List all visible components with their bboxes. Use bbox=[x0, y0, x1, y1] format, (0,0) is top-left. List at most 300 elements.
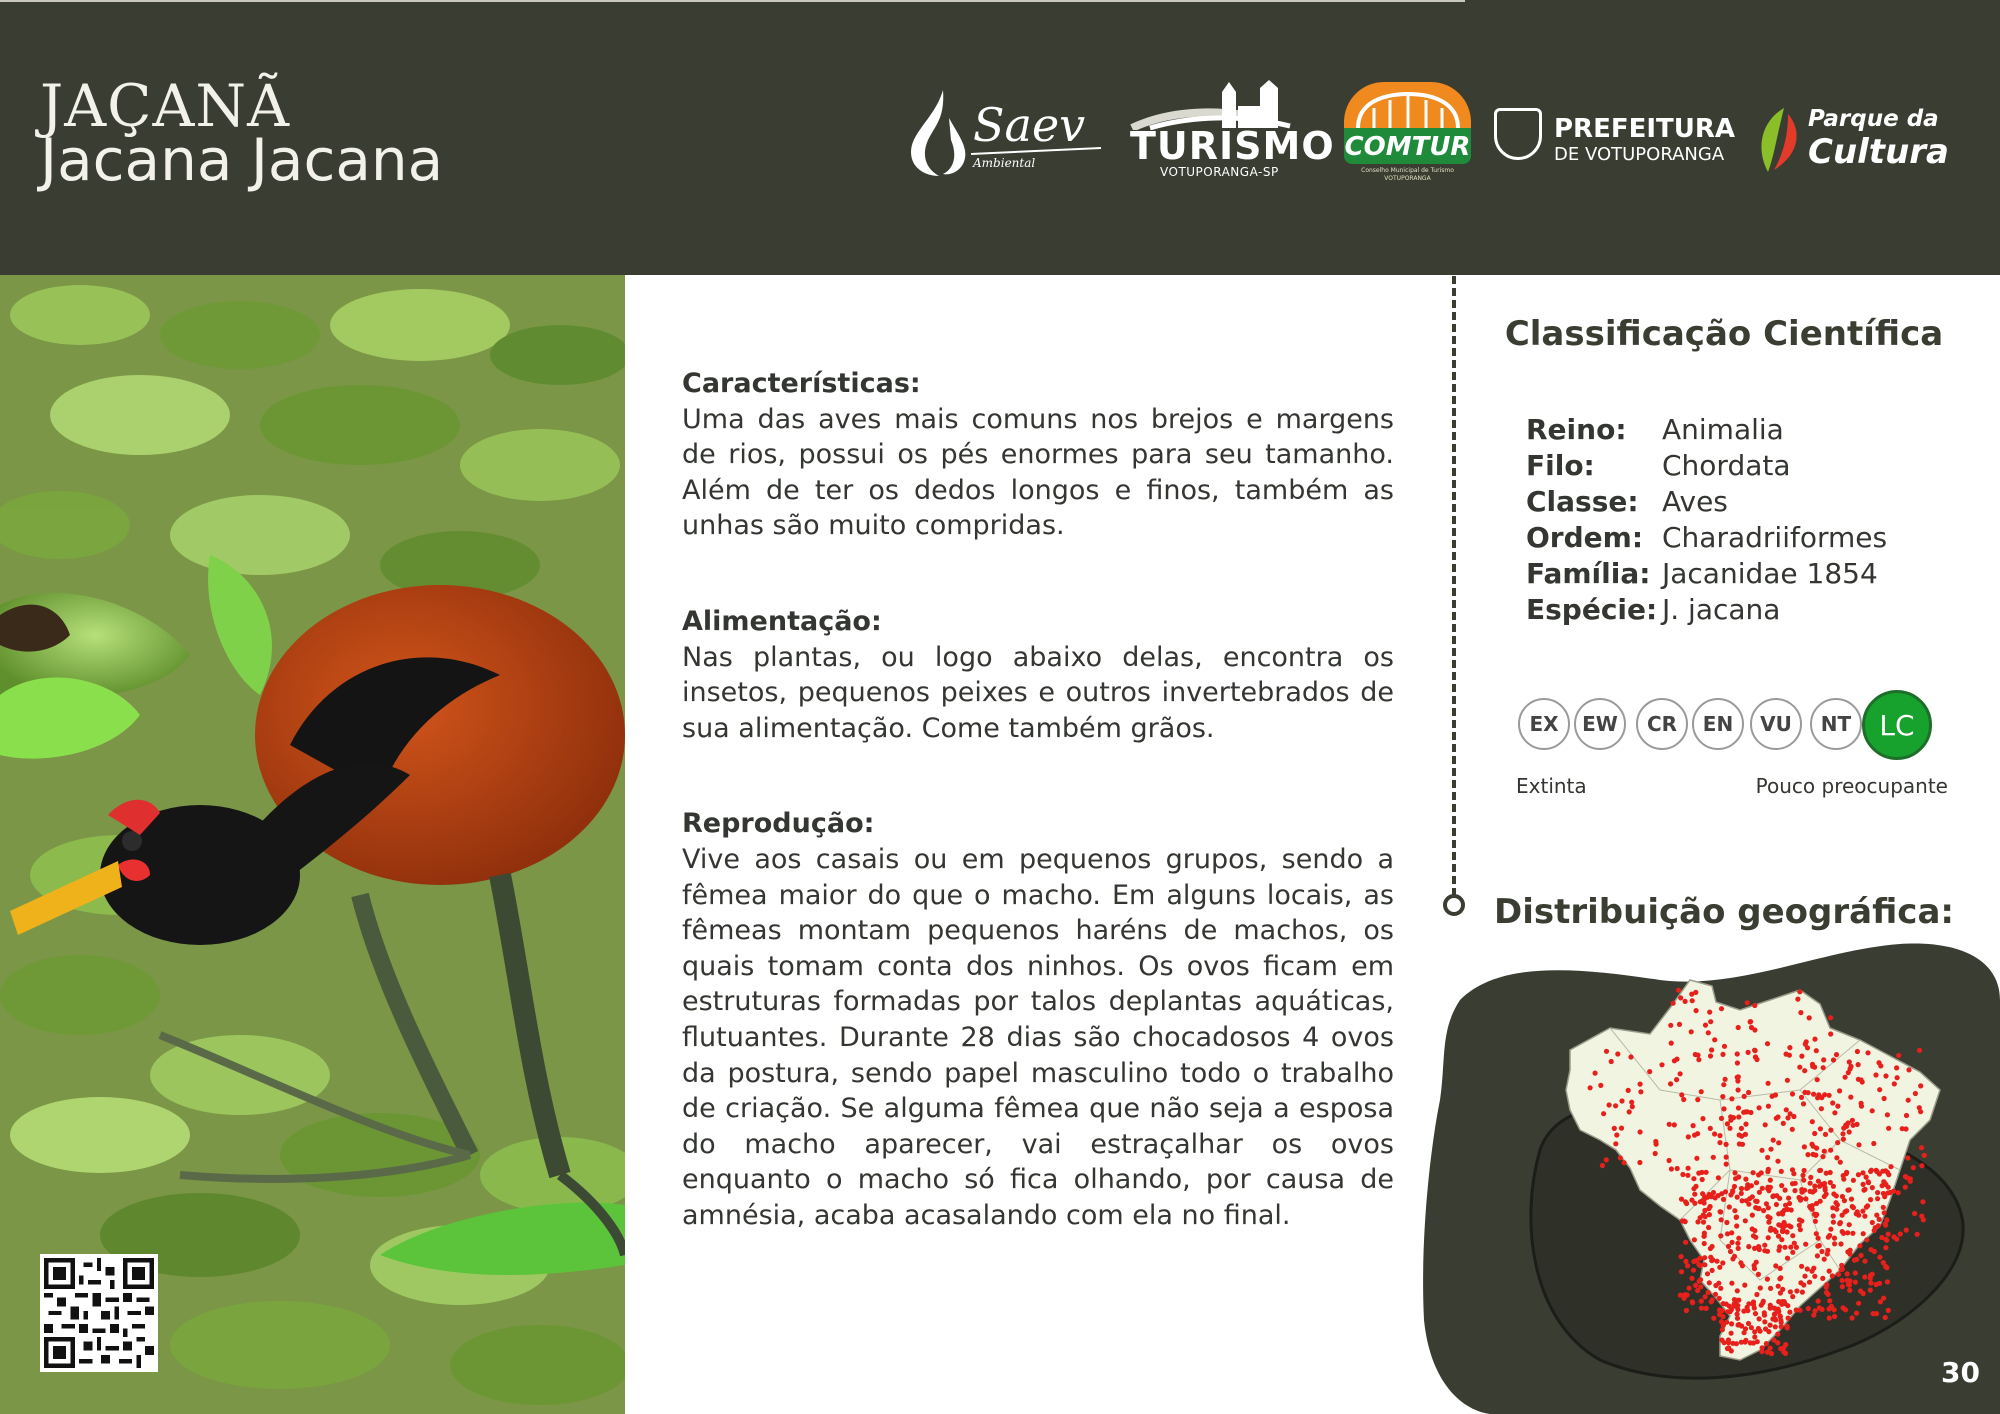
occurrence-dot bbox=[1759, 1303, 1764, 1308]
section-heading: Reprodução: bbox=[682, 808, 875, 840]
occurrence-dot bbox=[1622, 1160, 1627, 1165]
occurrence-dot bbox=[1786, 1196, 1791, 1201]
occurrence-dot bbox=[1865, 1050, 1870, 1055]
occurrence-dot bbox=[1808, 1175, 1813, 1180]
occurrence-dot bbox=[1693, 1283, 1698, 1288]
occurrence-dot bbox=[1801, 1282, 1806, 1287]
header-band bbox=[0, 0, 2000, 275]
occurrence-dot bbox=[1809, 1142, 1814, 1147]
occurrence-dot bbox=[1619, 1126, 1624, 1131]
occurrence-dot bbox=[1703, 1023, 1708, 1028]
occurrence-dot bbox=[1729, 1331, 1734, 1336]
page-number: 30 bbox=[1941, 1356, 1980, 1389]
occurrence-dot bbox=[1735, 1288, 1740, 1293]
occurrence-dot bbox=[1885, 1279, 1890, 1284]
occurrence-dot bbox=[1683, 1240, 1688, 1245]
occurrence-dot bbox=[1862, 1259, 1867, 1264]
occurrence-dot bbox=[1751, 1302, 1756, 1307]
occurrence-dot bbox=[1827, 1269, 1832, 1274]
classification-key: Espécie: bbox=[1526, 593, 1658, 626]
occurrence-dot bbox=[1834, 1207, 1839, 1212]
occurrence-dot bbox=[1724, 1162, 1729, 1167]
occurrence-dot bbox=[1831, 1057, 1836, 1062]
occurrence-dot bbox=[1868, 1197, 1873, 1202]
occurrence-dot bbox=[1598, 1083, 1603, 1088]
occurrence-dot bbox=[1787, 1310, 1792, 1315]
occurrence-dot bbox=[1695, 1097, 1700, 1102]
occurrence-dot bbox=[1788, 1245, 1793, 1250]
occurrence-dot bbox=[1922, 1153, 1927, 1158]
occurrence-dot bbox=[1653, 1151, 1658, 1156]
occurrence-dot bbox=[1721, 1106, 1726, 1111]
status-ew: EW bbox=[1574, 698, 1626, 750]
occurrence-dot bbox=[1877, 1087, 1882, 1092]
occurrence-dot bbox=[1883, 1223, 1888, 1228]
occurrence-dot bbox=[1799, 1187, 1804, 1192]
parque-logo-line2: Cultura bbox=[1808, 132, 1949, 172]
occurrence-dot bbox=[1832, 1236, 1837, 1241]
scientific-name-title: Jacana Jacana bbox=[40, 126, 444, 194]
occurrence-dot bbox=[1834, 1193, 1839, 1198]
occurrence-dot bbox=[1877, 1217, 1882, 1222]
classification-value: Jacanidae 1854 bbox=[1662, 557, 1878, 590]
church-icon bbox=[1130, 80, 1315, 130]
comtur-logo-sub: Conselho Municipal de Turismo VOTUPORANGA bbox=[1361, 167, 1454, 182]
occurrence-dot bbox=[1729, 1230, 1734, 1235]
occurrence-dot bbox=[1702, 1200, 1707, 1205]
occurrence-dot bbox=[1701, 1212, 1706, 1217]
occurrence-dot bbox=[1812, 1184, 1817, 1189]
occurrence-dot bbox=[1614, 1132, 1619, 1137]
occurrence-dot bbox=[1824, 1290, 1829, 1295]
occurrence-dot bbox=[1882, 1096, 1887, 1101]
occurrence-dot bbox=[1773, 1324, 1778, 1329]
occurrence-dot bbox=[1736, 1246, 1741, 1251]
occurrence-dot bbox=[1638, 1129, 1643, 1134]
occurrence-dot bbox=[1746, 1050, 1751, 1055]
occurrence-dot bbox=[1886, 1185, 1891, 1190]
occurrence-dot bbox=[1766, 1220, 1771, 1225]
occurrence-dot bbox=[1707, 1010, 1712, 1015]
occurrence-dot bbox=[1704, 1306, 1709, 1311]
occurrence-dot bbox=[1827, 1306, 1832, 1311]
occurrence-dot bbox=[1695, 1131, 1700, 1136]
occurrence-dot bbox=[1739, 1340, 1744, 1345]
occurrence-dot bbox=[1851, 1178, 1856, 1183]
occurrence-dot bbox=[1748, 1019, 1753, 1024]
occurrence-dot bbox=[1814, 1212, 1819, 1217]
occurrence-dot bbox=[1844, 1208, 1849, 1213]
classification-key: Família: bbox=[1526, 557, 1651, 590]
occurrence-dot bbox=[1678, 1071, 1683, 1076]
occurrence-dot bbox=[1681, 1097, 1686, 1102]
occurrence-dot bbox=[1755, 1199, 1760, 1204]
occurrence-dot bbox=[1882, 1210, 1887, 1215]
occurrence-dot bbox=[1833, 1200, 1838, 1205]
occurrence-dot bbox=[1820, 1307, 1825, 1312]
saev-underline bbox=[905, 88, 1105, 178]
occurrence-dot bbox=[1736, 1087, 1741, 1092]
occurrence-dot bbox=[1728, 1114, 1733, 1119]
occurrence-dot bbox=[1875, 1190, 1880, 1195]
leaf-icon bbox=[1754, 104, 1806, 176]
occurrence-dot bbox=[1672, 1122, 1677, 1127]
occurrence-dot bbox=[1691, 1176, 1696, 1181]
occurrence-dot bbox=[1742, 1094, 1747, 1099]
occurrence-dot bbox=[1700, 1177, 1705, 1182]
occurrence-dot bbox=[1805, 1266, 1810, 1271]
occurrence-dot bbox=[1778, 1318, 1783, 1323]
occurrence-dot bbox=[1696, 1262, 1701, 1267]
status-lc: LC bbox=[1862, 690, 1932, 760]
occurrence-dot bbox=[1797, 989, 1802, 994]
occurrence-dot bbox=[1702, 1255, 1707, 1260]
occurrence-dot bbox=[1720, 1260, 1725, 1265]
occurrence-dot bbox=[1803, 1242, 1808, 1247]
occurrence-dot bbox=[1862, 1274, 1867, 1279]
turismo-logo-sub: VOTUPORANGA-SP bbox=[1160, 165, 1279, 179]
occurrence-dot bbox=[1679, 1092, 1684, 1097]
occurrence-dot bbox=[1802, 1274, 1807, 1279]
occurrence-dot bbox=[1802, 1068, 1807, 1073]
occurrence-dot bbox=[1727, 1204, 1732, 1209]
occurrence-dot bbox=[1854, 1257, 1859, 1262]
occurrence-dot bbox=[1911, 1165, 1916, 1170]
occurrence-dot bbox=[1787, 1045, 1792, 1050]
occurrence-dot bbox=[1762, 1248, 1767, 1253]
occurrence-dot bbox=[1777, 1313, 1782, 1318]
occurrence-dot bbox=[1788, 1289, 1793, 1294]
occurrence-dot bbox=[1689, 1198, 1694, 1203]
occurrence-dot bbox=[1875, 1196, 1880, 1201]
classification-row bbox=[1526, 412, 1887, 448]
occurrence-dot bbox=[1693, 1184, 1698, 1189]
occurrence-dot bbox=[1726, 1244, 1731, 1249]
occurrence-dot bbox=[1659, 1062, 1664, 1067]
occurrence-dot bbox=[1753, 1048, 1758, 1053]
occurrence-dot bbox=[1810, 1119, 1815, 1124]
occurrence-dot bbox=[1776, 1234, 1781, 1239]
occurrence-dot bbox=[1600, 1163, 1605, 1168]
occurrence-dot bbox=[1700, 1191, 1705, 1196]
occurrence-dot bbox=[1891, 1234, 1896, 1239]
occurrence-dot bbox=[1828, 1031, 1833, 1036]
occurrence-dot bbox=[1693, 1052, 1698, 1057]
occurrence-dot bbox=[1739, 1126, 1744, 1131]
occurrence-dot bbox=[1828, 1180, 1833, 1185]
occurrence-dot bbox=[1860, 1170, 1865, 1175]
occurrence-dot bbox=[1700, 1116, 1705, 1121]
occurrence-dot bbox=[1628, 1054, 1633, 1059]
occurrence-dot bbox=[1835, 1104, 1840, 1109]
section-heading: Características: bbox=[682, 368, 921, 399]
qr-code-icon[interactable] bbox=[40, 1254, 158, 1372]
occurrence-dot bbox=[1794, 1288, 1799, 1293]
occurrence-dot bbox=[1821, 1065, 1826, 1070]
occurrence-dot bbox=[1906, 1067, 1911, 1072]
occurrence-dot bbox=[1764, 1201, 1769, 1206]
occurrence-dot bbox=[1720, 1052, 1725, 1057]
occurrence-dot bbox=[1765, 1214, 1770, 1219]
occurrence-dot bbox=[1790, 1233, 1795, 1238]
saev-logo-sub: Ambiental bbox=[973, 156, 1036, 170]
occurrence-dot bbox=[1801, 1101, 1806, 1106]
occurrence-dot bbox=[1717, 1307, 1722, 1312]
classification-table bbox=[1526, 412, 1887, 628]
occurrence-dot bbox=[1845, 1230, 1850, 1235]
qr-code-pattern bbox=[44, 1258, 154, 1368]
occurrence-dot bbox=[1883, 1073, 1888, 1078]
occurrence-dot bbox=[1784, 1107, 1789, 1112]
occurrence-dot bbox=[1827, 1233, 1832, 1238]
occurrence-dot bbox=[1629, 1100, 1634, 1105]
occurrence-dot bbox=[1674, 1057, 1679, 1062]
status-label-left: Extinta bbox=[1516, 774, 1587, 798]
occurrence-dot bbox=[1837, 1088, 1842, 1093]
occurrence-dot bbox=[1757, 1190, 1762, 1195]
occurrence-dot bbox=[1884, 1238, 1889, 1243]
occurrence-dot bbox=[1736, 1105, 1741, 1110]
occurrence-dot bbox=[1906, 1098, 1911, 1103]
occurrence-dot bbox=[1761, 1208, 1766, 1213]
occurrence-dot bbox=[1674, 1077, 1679, 1082]
occurrence-dot bbox=[1619, 1098, 1624, 1103]
occurrence-dot bbox=[1881, 1296, 1886, 1301]
occurrence-dot bbox=[1790, 1091, 1795, 1096]
occurrence-dot bbox=[1768, 1323, 1773, 1328]
section-heading: Alimentação: bbox=[682, 605, 882, 637]
occurrence-dot bbox=[1737, 1132, 1742, 1137]
occurrence-dot bbox=[1856, 1172, 1861, 1177]
occurrence-dot bbox=[1702, 1208, 1707, 1213]
occurrence-dot bbox=[1883, 1245, 1888, 1250]
occurrence-dot bbox=[1682, 1218, 1687, 1223]
occurrence-dot bbox=[1853, 1270, 1858, 1275]
occurrence-dot bbox=[1751, 1170, 1756, 1175]
occurrence-dot bbox=[1824, 1285, 1829, 1290]
occurrence-dot bbox=[1868, 1280, 1873, 1285]
occurrence-dot bbox=[1904, 1113, 1909, 1118]
occurrence-dot bbox=[1881, 1191, 1886, 1196]
occurrence-dot bbox=[1762, 1319, 1767, 1324]
occurrence-dot bbox=[1743, 1122, 1748, 1127]
occurrence-dot bbox=[1682, 1292, 1687, 1297]
occurrence-dot bbox=[1736, 1174, 1741, 1179]
occurrence-dot bbox=[1883, 1264, 1888, 1269]
occurrence-dot bbox=[1811, 1092, 1816, 1097]
occurrence-dot bbox=[1716, 1175, 1721, 1180]
occurrence-dot bbox=[1859, 1104, 1864, 1109]
occurrence-dot bbox=[1861, 1182, 1866, 1187]
occurrence-dot bbox=[1684, 1308, 1689, 1313]
occurrence-dot bbox=[1912, 1211, 1917, 1216]
prefeitura-logo-name: PREFEITURA bbox=[1554, 114, 1736, 144]
occurrence-dot bbox=[1854, 1311, 1859, 1316]
occurrence-dot bbox=[1900, 1126, 1905, 1131]
occurrence-dot bbox=[1758, 1285, 1763, 1290]
occurrence-dot bbox=[1880, 1169, 1885, 1174]
occurrence-dot bbox=[1723, 1077, 1728, 1082]
occurrence-dot bbox=[1671, 1001, 1676, 1006]
occurrence-dot bbox=[1814, 1146, 1819, 1151]
occurrence-dot bbox=[1779, 1183, 1784, 1188]
occurrence-dot bbox=[1746, 1244, 1751, 1249]
occurrence-dot bbox=[1653, 1139, 1658, 1144]
occurrence-dot bbox=[1685, 1263, 1690, 1268]
occurrence-dot bbox=[1800, 1290, 1805, 1295]
occurrence-dot bbox=[1793, 1181, 1798, 1186]
occurrence-dot bbox=[1822, 1257, 1827, 1262]
conservation-status-scale bbox=[1518, 690, 1938, 752]
occurrence-dot bbox=[1732, 1170, 1737, 1175]
occurrence-dot bbox=[1713, 1292, 1718, 1297]
occurrence-dot bbox=[1759, 1148, 1764, 1153]
occurrence-dot bbox=[1775, 1114, 1780, 1119]
classification-row bbox=[1526, 484, 1887, 520]
occurrence-dot bbox=[1689, 1276, 1694, 1281]
occurrence-dot bbox=[1791, 1171, 1796, 1176]
occurrence-dot bbox=[1732, 1254, 1737, 1259]
occurrence-dot bbox=[1870, 1108, 1875, 1113]
occurrence-dot bbox=[1805, 1152, 1810, 1157]
status-label-right: Pouco preocupante bbox=[1755, 774, 1948, 798]
classification-row bbox=[1526, 520, 1887, 556]
occurrence-dot bbox=[1780, 1210, 1785, 1215]
occurrence-dot bbox=[1741, 1309, 1746, 1314]
occurrence-dot bbox=[1886, 1172, 1891, 1177]
section-caracteristicas bbox=[682, 366, 1394, 544]
occurrence-dot bbox=[1834, 1052, 1839, 1057]
occurrence-dot bbox=[1701, 1220, 1706, 1225]
occurrence-dot bbox=[1820, 1154, 1825, 1159]
occurrence-dot bbox=[1743, 1326, 1748, 1331]
occurrence-dot bbox=[1815, 1095, 1820, 1100]
occurrence-dot bbox=[1708, 1019, 1713, 1024]
occurrence-dot bbox=[1740, 1198, 1745, 1203]
occurrence-dot bbox=[1850, 1204, 1855, 1209]
occurrence-dot bbox=[1847, 1288, 1852, 1293]
jacana-photo bbox=[0, 275, 625, 1414]
occurrence-dot bbox=[1808, 1189, 1813, 1194]
occurrence-dot bbox=[1921, 1217, 1926, 1222]
occurrence-dot bbox=[1870, 1220, 1875, 1225]
occurrence-dot bbox=[1881, 1205, 1886, 1210]
occurrence-dot bbox=[1618, 1155, 1623, 1160]
occurrence-dot bbox=[1803, 1196, 1808, 1201]
occurrence-dot bbox=[1802, 1168, 1807, 1173]
occurrence-dot bbox=[1798, 1227, 1803, 1232]
occurrence-dot bbox=[1836, 1272, 1841, 1277]
occurrence-dot bbox=[1735, 1075, 1740, 1080]
occurrence-dot bbox=[1699, 1306, 1704, 1311]
occurrence-dot bbox=[1814, 1231, 1819, 1236]
occurrence-dot bbox=[1886, 1126, 1891, 1131]
occurrence-dot bbox=[1817, 1243, 1822, 1248]
occurrence-dot bbox=[1919, 1163, 1924, 1168]
occurrence-dot bbox=[1729, 1307, 1734, 1312]
occurrence-dot bbox=[1825, 1251, 1830, 1256]
occurrence-dot bbox=[1779, 1169, 1784, 1174]
occurrence-dot bbox=[1838, 1160, 1843, 1165]
occurrence-dot bbox=[1794, 1307, 1799, 1312]
occurrence-dot bbox=[1607, 1102, 1612, 1107]
occurrence-dot bbox=[1788, 1111, 1793, 1116]
classification-row bbox=[1526, 448, 1887, 484]
occurrence-dot bbox=[1753, 1311, 1758, 1316]
occurrence-dot bbox=[1799, 1264, 1804, 1269]
occurrence-dot bbox=[1766, 1081, 1771, 1086]
classification-key: Reino: bbox=[1526, 413, 1627, 446]
occurrence-dot bbox=[1706, 1225, 1711, 1230]
occurrence-dot bbox=[1905, 1155, 1910, 1160]
occurrence-dot bbox=[1720, 1094, 1725, 1099]
occurrence-dot bbox=[1885, 1112, 1890, 1117]
occurrence-dot bbox=[1903, 1174, 1908, 1179]
occurrence-dot bbox=[1806, 1090, 1811, 1095]
occurrence-dot bbox=[1679, 1254, 1684, 1259]
occurrence-dot bbox=[1802, 1144, 1807, 1149]
occurrence-dot bbox=[1918, 1083, 1923, 1088]
occurrence-dot bbox=[1676, 988, 1681, 993]
occurrence-dot bbox=[1780, 1287, 1785, 1292]
occurrence-dot bbox=[1818, 1126, 1823, 1131]
occurrence-dot bbox=[1696, 1057, 1701, 1062]
occurrence-dot bbox=[1687, 1286, 1692, 1291]
occurrence-dot bbox=[1707, 1212, 1712, 1217]
occurrence-dot bbox=[1695, 1288, 1700, 1293]
occurrence-dot bbox=[1680, 1172, 1685, 1177]
occurrence-dot bbox=[1864, 1175, 1869, 1180]
occurrence-dot bbox=[1828, 1015, 1833, 1020]
occurrence-dot bbox=[1850, 1118, 1855, 1123]
occurrence-dot bbox=[1840, 1278, 1845, 1283]
occurrence-dot bbox=[1856, 1301, 1861, 1306]
occurrence-dot bbox=[1726, 1340, 1731, 1345]
occurrence-dot bbox=[1807, 1015, 1812, 1020]
occurrence-dot bbox=[1885, 1190, 1890, 1195]
saev-logo bbox=[905, 88, 1105, 178]
divider-end-circle bbox=[1443, 894, 1465, 916]
occurrence-dot bbox=[1775, 1332, 1780, 1337]
occurrence-dot bbox=[1880, 1183, 1885, 1188]
parque-logo-line1: Parque da bbox=[1808, 106, 1939, 132]
occurrence-dot bbox=[1782, 1245, 1787, 1250]
occurrence-dot bbox=[1711, 1155, 1716, 1160]
classification-value: Animalia bbox=[1662, 413, 1784, 446]
occurrence-dot bbox=[1862, 1187, 1867, 1192]
turismo-logo-name: TURISMO bbox=[1130, 124, 1335, 168]
occurrence-dot bbox=[1626, 1088, 1631, 1093]
occurrence-dot bbox=[1861, 1231, 1866, 1236]
occurrence-dot bbox=[1820, 1276, 1825, 1281]
occurrence-dot bbox=[1812, 1037, 1817, 1042]
occurrence-dot bbox=[1787, 1201, 1792, 1206]
occurrence-dot bbox=[1683, 999, 1688, 1004]
occurrence-dot bbox=[1757, 1316, 1762, 1321]
occurrence-dot bbox=[1689, 1029, 1694, 1034]
occurrence-dot bbox=[1845, 1278, 1850, 1283]
occurrence-dot bbox=[1702, 1262, 1707, 1267]
occurrence-dot bbox=[1690, 998, 1695, 1003]
occurrence-dot bbox=[1847, 1059, 1852, 1064]
occurrence-dot bbox=[1839, 1267, 1844, 1272]
occurrence-dot bbox=[1840, 1131, 1845, 1136]
occurrence-dot bbox=[1754, 1180, 1759, 1185]
occurrence-dot bbox=[1746, 1301, 1751, 1306]
occurrence-dot bbox=[1904, 1228, 1909, 1233]
occurrence-dot bbox=[1709, 1258, 1714, 1263]
occurrence-dot bbox=[1883, 1315, 1888, 1320]
